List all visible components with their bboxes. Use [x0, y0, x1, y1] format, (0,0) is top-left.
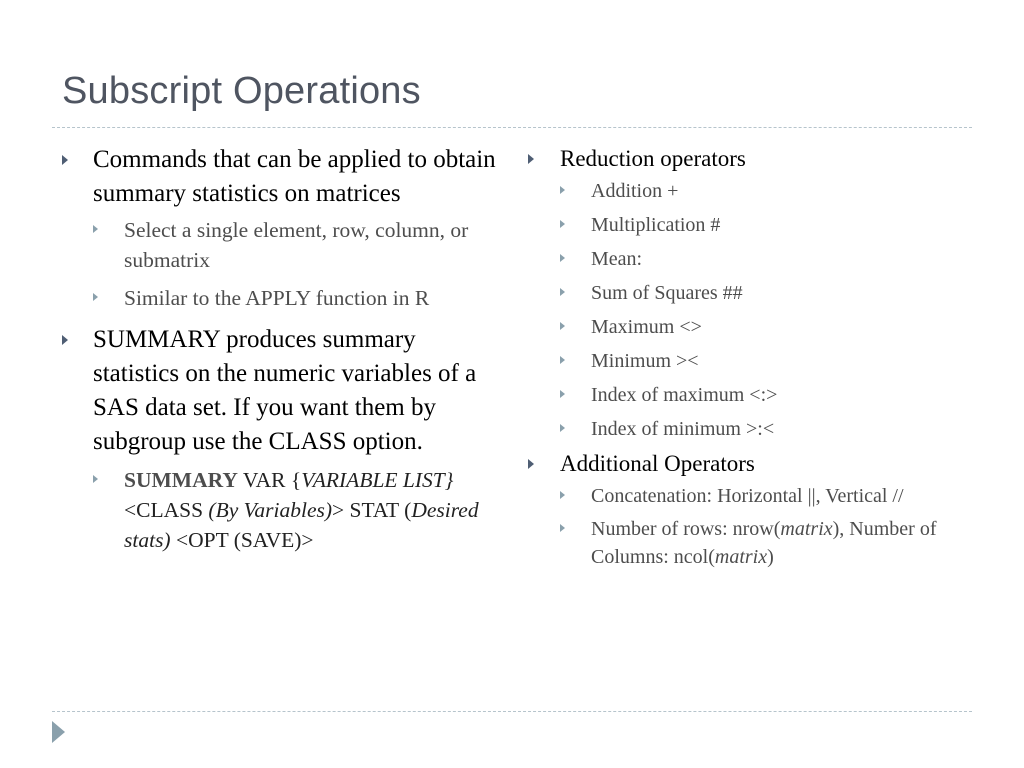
subbullet-text: Sum of Squares ## — [591, 282, 743, 304]
subbullet-text: Multiplication # — [591, 214, 721, 236]
syntax-part: <CLASS — [124, 498, 209, 522]
bullet-text: SUMMARY produces summary statistics on the numeric variables of a SAS data set. If you want them by subgroup use the CLASS option. — [93, 326, 477, 455]
triangle-bullet-icon — [560, 524, 565, 532]
rows-part: ), Number of Columns: ncol( — [591, 518, 937, 568]
triangle-bullet-icon — [62, 155, 68, 165]
left-column — [62, 143, 502, 555]
syntax-italic: Desired stats) — [124, 498, 479, 552]
subbullet-text: Index of maximum <:> — [591, 384, 778, 406]
syntax-italic: (By Variables) — [208, 498, 333, 522]
right-column — [528, 143, 968, 571]
subbullet-syntax — [62, 465, 502, 555]
syntax-keyword: SUMMARY — [124, 468, 238, 492]
subbullet-text: Concatenation: Horizontal ||, Vertical // — [591, 485, 904, 507]
syntax-italic: VARIABLE LIST} — [301, 468, 454, 492]
subbullet-select — [62, 215, 502, 275]
bullet-commands — [62, 143, 502, 211]
subbullet-maximum — [528, 313, 968, 341]
footer-divider — [52, 711, 972, 712]
triangle-bullet-icon — [528, 154, 534, 164]
subbullet-text: Similar to the APPLY function in R — [124, 286, 430, 310]
slide-title: Subscript Operations — [62, 70, 421, 112]
bullet-text: Reduction operators — [560, 146, 746, 171]
corner-triangle-icon — [52, 721, 65, 743]
triangle-bullet-icon — [93, 225, 98, 233]
triangle-bullet-icon — [560, 390, 565, 398]
triangle-bullet-icon — [93, 293, 98, 301]
subbullet-text: Index of minimum >:< — [591, 418, 775, 440]
subbullet-text: Select a single element, row, column, or submatrix — [124, 218, 469, 272]
rows-italic: matrix — [780, 518, 833, 540]
triangle-bullet-icon — [560, 356, 565, 364]
triangle-bullet-icon — [93, 475, 98, 483]
triangle-bullet-icon — [560, 491, 565, 499]
subbullet-text: Maximum <> — [591, 316, 702, 338]
triangle-bullet-icon — [560, 186, 565, 194]
subbullet-text: Minimum >< — [591, 350, 699, 372]
subbullet-text: Addition + — [591, 180, 679, 202]
subbullet-addition — [528, 177, 968, 205]
bullet-summary — [62, 323, 502, 459]
bullet-additional — [528, 448, 968, 479]
subbullet-rows-columns — [528, 515, 968, 571]
triangle-bullet-icon — [62, 335, 68, 345]
rows-part: Number of rows: nrow( — [591, 518, 781, 540]
triangle-bullet-icon — [560, 254, 565, 262]
title-divider — [52, 127, 972, 128]
triangle-bullet-icon — [560, 424, 565, 432]
subbullet-apply — [62, 283, 502, 313]
subbullet-minimum — [528, 347, 968, 375]
triangle-bullet-icon — [560, 322, 565, 330]
subbullet-text: Mean: — [591, 248, 643, 270]
subbullet-mean — [528, 245, 968, 273]
rows-italic: matrix — [714, 546, 768, 568]
bullet-text: Additional Operators — [560, 451, 755, 476]
bullet-text: Commands that can be applied to obtain summary statistics on matrices — [93, 146, 496, 207]
syntax-part: > STAT ( — [332, 498, 412, 522]
subbullet-multiplication — [528, 211, 968, 239]
bullet-reduction — [528, 143, 968, 174]
syntax-part: VAR { — [237, 468, 302, 492]
triangle-bullet-icon — [528, 459, 534, 469]
subbullet-concatenation — [528, 482, 968, 510]
subbullet-sum-squares — [528, 279, 968, 307]
rows-part: ) — [767, 546, 774, 568]
triangle-bullet-icon — [560, 288, 565, 296]
subbullet-index-max — [528, 381, 968, 409]
syntax-part: <OPT (SAVE)> — [170, 528, 314, 552]
subbullet-index-min — [528, 415, 968, 443]
triangle-bullet-icon — [560, 220, 565, 228]
